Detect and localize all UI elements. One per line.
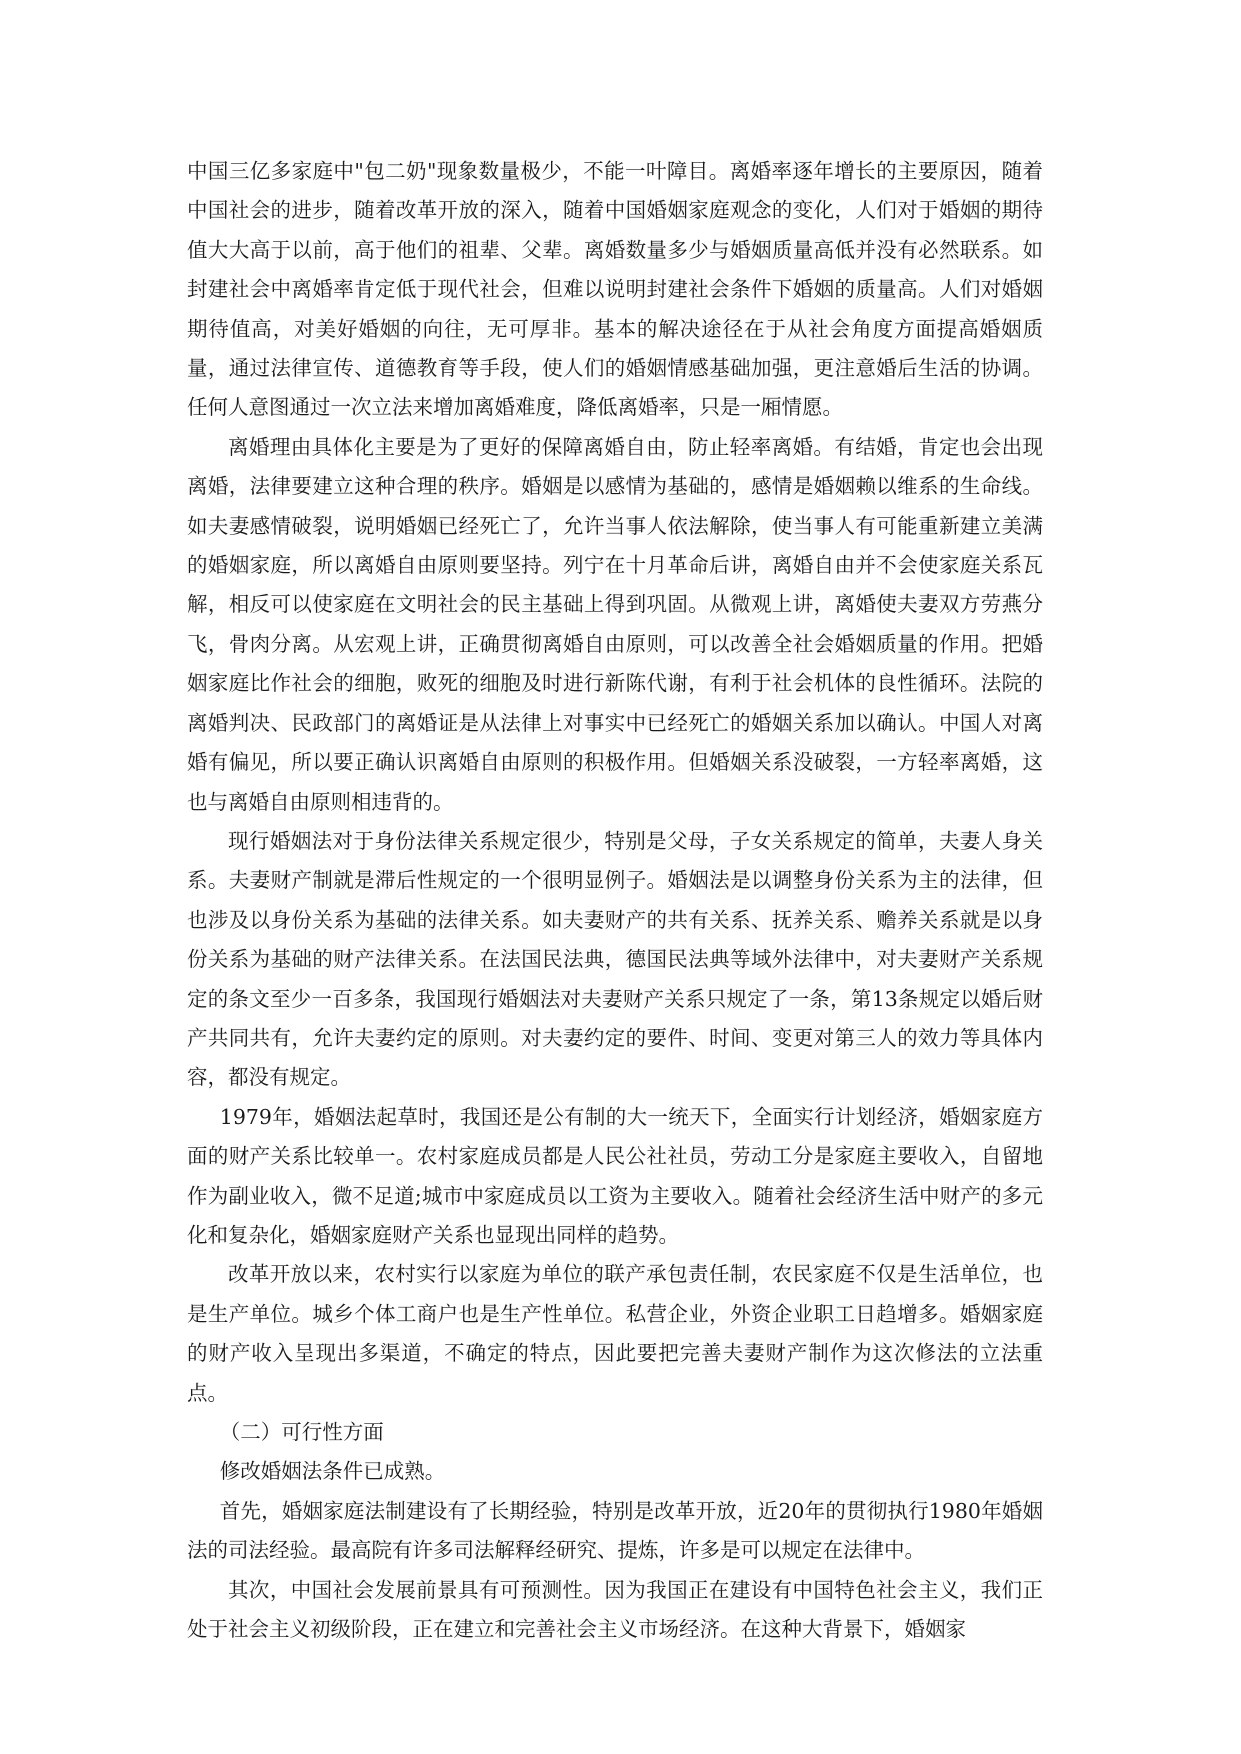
paragraph-4: 1979年，婚姻法起草时，我国还是公有制的大一统天下，全面实行计划经济，婚姻家庭方面的财产关系比较单一。农村家庭成员都是人民公社社员，劳动工分是家庭主要收入，自留地作为副业收入，微不足道;城市中家庭成员以工资为主要收入。随着社会经济生活中财产的多元化和复杂化，婚姻家庭财产关系也显现出同样的趋势。 — [187, 1104, 1043, 1247]
paragraph-2: 离婚理由具体化主要是为了更好的保障离婚自由，防止轻率离婚。有结婚，肯定也会出现离婚，法律要建立这种合理的秩序。婚姻是以感情为基础的，感情是婚姻赖以维系的生命线。如夫妻感情破裂，说明婚姻已经死亡了，允许当事人依法解除，使当事人有可能重新建立美满的婚姻家庭，所以离婚自由原则要坚持。列宁在十月革命后讲，离婚自由并不会使家庭关系瓦解，相反可以使家庭在文明社会的民主基础上得到巩固。从微观上讲，离婚使夫妻双方劳燕分飞，骨肉分离。从宏观上讲，正确贯彻离婚自由原则，可以改善全社会婚姻质量的作用。把婚姻家庭比作社会的细胞，败死的细胞及时进行新陈代谢，有利于社会机体的良性循环。法院的离婚判决、民政部门的离婚证是从法律上对事实中已经死亡的婚姻关系加以确认。中国人对离婚有偏见，所以要正确认识离婚自由原则的积极作用。但婚姻关系没破裂，一方轻率离婚，这也与离婚自由原则相违背的。 — [187, 434, 1043, 814]
paragraph-8: 其次，中国社会发展前景具有可预测性。因为我国正在建设有中国特色社会主义，我们正处于社会主义初级阶段，正在建立和完善社会主义市场经济。在这种大背景下，婚姻家 — [187, 1577, 1043, 1642]
paragraph-5: 改革开放以来，农村实行以家庭为单位的联产承包责任制，农民家庭不仅是生活单位，也是生产单位。城乡个体工商户也是生产性单位。私营企业，外资企业职工日趋增多。婚姻家庭的财产收入呈现出多渠道，不确定的特点，因此要把完善夫妻财产制作为这次修法的立法重点。 — [187, 1262, 1043, 1405]
paragraph-7: 首先，婚姻家庭法制建设有了长期经验，特别是改革开放，近20年的贯彻执行1980年婚姻法的司法经验。最高院有许多司法解释经研究、提炼，许多是可以规定在法律中。 — [187, 1498, 1043, 1563]
paragraph-6: 修改婚姻法条件已成熟。 — [219, 1459, 446, 1484]
paragraph-1: 中国三亿多家庭中"包二奶"现象数量极少，不能一叶障目。离婚率逐年增长的主要原因，随着中国社会的进步，随着改革开放的深入，随着中国婚姻家庭观念的变化，人们对于婚姻的期待值大大高于以前，高于他们的祖辈、父辈。离婚数量多少与婚姻质量高低并没有必然联系。如封建社会中离婚率肯定低于现代社会，但难以说明封建社会条件下婚姻的质量高。人们对婚姻期待值高，对美好婚姻的向往，无可厚非。基本的解决途径在于从社会角度方面提高婚姻质量，通过法律宣传、道德教育等手段，使人们的婚姻情感基础加强，更注意婚后生活的协调。任何人意图通过一次立法来增加离婚难度，降低离婚率，只是一厢情愿。 — [187, 159, 1043, 420]
paragraph-3: 现行婚姻法对于身份法律关系规定很少，特别是父母，子女关系规定的简单，夫妻人身关系。夫妻财产制就是滞后性规定的一个很明显例子。婚姻法是以调整身份关系为主的法律，但也涉及以身份关系为基础的法律关系。如夫妻财产的共有关系、抚养关系、赡养关系就是以身份关系为基础的财产法律关系。在法国民法典，德国民法典等域外法律中，对夫妻财产关系规定的条文至少一百多条，我国现行婚姻法对夫妻财产关系只规定了一条，第13条规定以婚后财产共同共有，允许夫妻约定的原则。对夫妻约定的要件、时间、变更对第三人的效力等具体内容，都没有规定。 — [187, 828, 1043, 1090]
document-page — [187, 152, 1043, 1649]
section-heading: （二）可行性方面 — [219, 1420, 384, 1444]
